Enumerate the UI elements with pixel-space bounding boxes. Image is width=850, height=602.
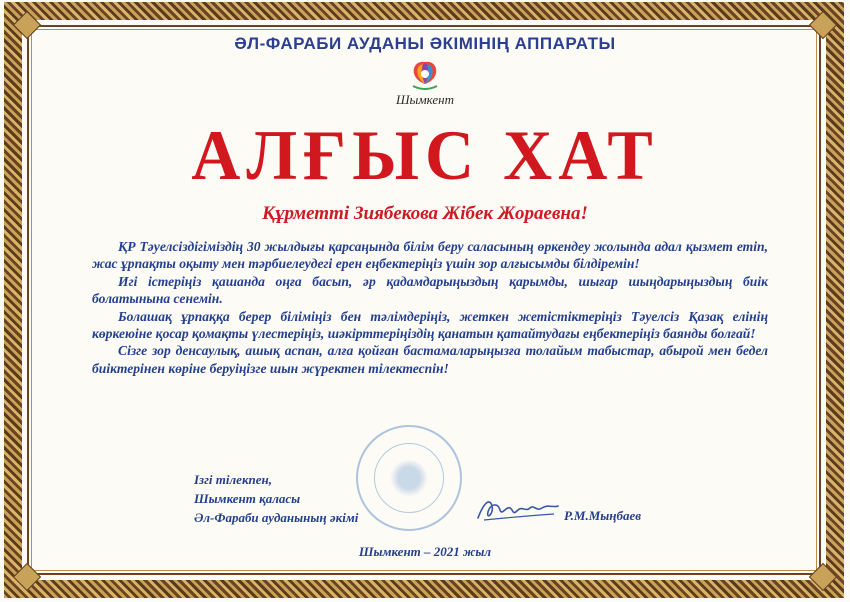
body-paragraph: Сізге зор денсаулық, ашық аспан, алға қойған бастамаларыңызға толайым табыстар, абырой мен бедел биіктерінен көріне беруіңізге шын жүректен тілектеспін! <box>92 343 768 376</box>
signoff-line: Шымкент қаласы <box>194 491 301 506</box>
letter-body <box>92 238 768 377</box>
official-seal-stamp <box>356 425 462 531</box>
organization-header: ӘЛ-ФАРАБИ АУДАНЫ ӘКІМІНІҢ АППАРАТЫ <box>234 34 616 53</box>
logo-city-name: Шымкент <box>395 92 455 107</box>
signoff-block <box>194 470 358 527</box>
body-paragraph: Игі істеріңіз қашанда оңға басып, әр қадамдарыңыздың қарымды, шығар шыңдарыңыздың биік болатынына сенемін. <box>92 273 768 307</box>
handwritten-signature <box>474 492 562 526</box>
seal-inner-ring <box>374 443 444 513</box>
body-paragraph: ҚР Тәуелсіздігімiздің 30 жылдығы қарсаңында білім беру саласының өркендеу жолында адал қызмет етіп, жас ұрпақты оқыту мен тәрбиелеудегі ерен еңбектеріңіз үшін зор алғысымды білдіремін! <box>92 239 768 272</box>
certificate-title: АЛҒЫС ХАТ <box>191 115 659 195</box>
signer-name: Р.М.Мыңбаев <box>564 508 642 523</box>
signoff-line: Ізгі тілекпен, <box>194 472 273 487</box>
recipient-greeting: Құрметті Зиябекова Жібек Жораевна! <box>262 203 588 224</box>
signoff-line: Әл-Фараби ауданының әкімі <box>194 510 359 525</box>
body-paragraph: Болашақ ұрпаққа берер біліміңіз бен тәлімдеріңіз, жеткен жетістіктеріңіз Тәуелсіз Қазақ елінің көркеюіне қосар қомақты үлестеріңіз, шәкірттеріңіздің қанатын қатайтудағы еңбектеріңіз баянды болғай! <box>92 308 768 342</box>
shymkent-logo-icon <box>405 58 445 92</box>
seal-emblem <box>389 460 429 496</box>
place-and-date: Шымкент – 2021 жыл <box>358 544 492 559</box>
